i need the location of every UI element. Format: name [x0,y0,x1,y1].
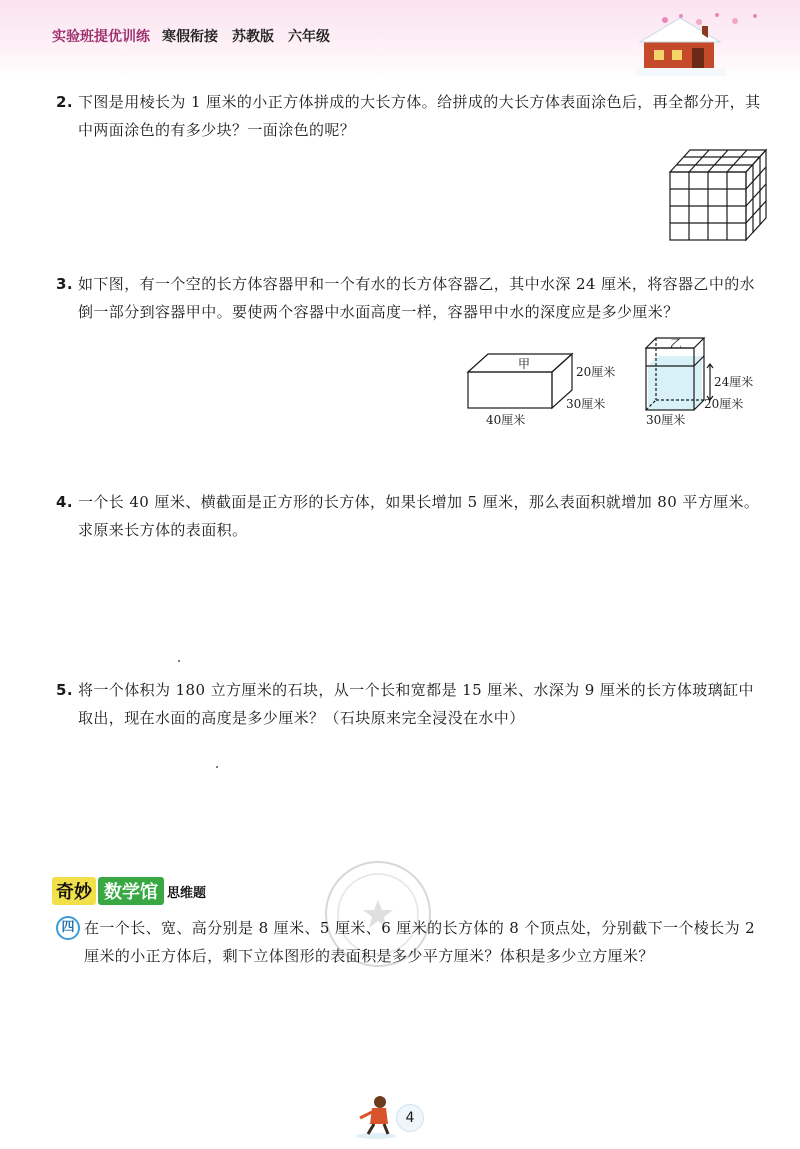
problem-number: 4. [56,493,73,511]
container-a-length: 40厘米 [486,413,526,427]
container-b-length: 30厘米 [646,413,686,427]
challenge-problem [56,914,764,970]
challenge-badge: 四 [56,916,80,940]
problem-5 [56,676,764,732]
skater-mascot-icon [352,1090,402,1140]
container-b-width: 20厘米 [704,397,744,411]
scan-speck [178,660,180,662]
problem-text: 如下图，有一个空的长方体容器甲和一个有水的长方体容器乙，其中水深 24 厘米，将容器乙中的水倒一部分到容器甲中。要使两个容器中水面高度一样，容器甲中水的深度应是多少厘米？ [78,275,756,321]
problem-3 [56,270,764,326]
container-b-water-depth: 24厘米 [714,375,754,389]
section-title-main: 数学馆 [98,877,164,905]
problem-text: 下图是用棱长为 1 厘米的小正方体拼成的大长方体。给拼成的大长方体表面涂色后，再全都分开，其中两面涂色的有多少块？一面涂色的呢？ [78,93,761,139]
section-title-sub: 思维题 [167,885,207,901]
container-a-width: 30厘米 [566,397,606,411]
problem-number: 2. [56,93,73,111]
snowy-house-icon [636,14,726,76]
containers-figure [460,330,770,434]
series-name: 实验班提优训练 [52,29,150,45]
cuboid-grid-figure [664,144,768,244]
scan-speck [216,766,218,768]
section-title [52,876,206,906]
page-number: 4 [396,1104,424,1132]
problem-number: 5. [56,681,73,699]
header-subtitle: 寒假衔接 苏教版 六年级 [162,29,330,45]
header-title [52,26,330,46]
container-b-name: 乙 [670,337,683,351]
challenge-text: 在一个长、宽、高分别是 8 厘米、5 厘米、6 厘米的长方体的 8 个顶点处，分别截下一个棱长为 2 厘米的小正方体后，剩下立体图形的表面积是多少平方厘米？体积是多少立方厘米？ [84,919,756,965]
container-a-name: 甲 [518,357,531,371]
problem-text: 将一个体积为 180 立方厘米的石块，从一个长和宽都是 15 厘米、水深为 9 厘米的长方体玻璃缸中取出，现在水面的高度是多少厘米？（石块原来完全浸没在水中） [78,681,754,727]
problem-2 [56,88,764,144]
problem-4 [56,488,764,544]
problem-number: 3. [56,275,73,293]
problem-text: 一个长 40 厘米、横截面是正方形的长方体，如果长增加 5 厘米，那么表面积就增加 80 平方厘米。求原来长方体的表面积。 [78,493,760,539]
container-a-height: 20厘米 [576,365,616,379]
section-title-prefix: 奇妙 [52,877,96,905]
